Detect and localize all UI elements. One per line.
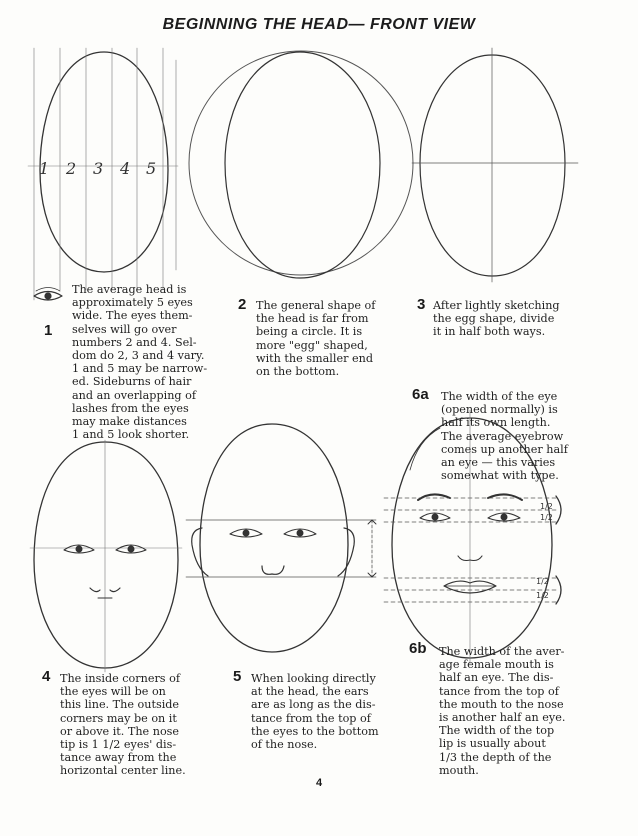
eye-icon [34,288,62,301]
fraction-eye-height: 1/2 [540,502,553,511]
caption-4-text: The inside corners of the eyes will be on this line. The outside corners may be on it or above it. The nose tip is 1 1/2 eyes' dis- tance away from the horizontal center line. [60,672,186,778]
eye-number-1: 1 [39,159,50,178]
caption-3-number: 3 [417,296,426,313]
drawing-face-ears [186,424,376,652]
page-title: BEGINNING THE HEAD— FRONT VIEW [162,16,476,33]
caption-6a-text: The width of the eye (opened normally) is half its own length. The average eyebrow comes up another half an eye — this varies somewhat with type. [441,390,568,483]
eye-number-5: 5 [146,159,157,178]
eye-number-2: 2 [66,159,77,178]
caption-6a-number: 6a [412,386,429,403]
caption-1-text: The average head is approximately 5 eyes wide. The eyes them- selves will go over numbers 2 and 4. Sel- dom do 2, 3 and 4 vary. 1 and 5 may be narrow- ed. Sideburns of hair and an overlapping of lashes from the eyes may make distances 1 and 5 look shorter. [72,283,208,442]
caption-2-number: 2 [238,296,247,313]
caption-5-text: When looking directly at the head, the ears are as long as the dis- tance from the top of the eyes to the bottom of the nose. [251,672,379,752]
page-number: 4 [315,777,323,789]
fraction-brow-height: 1/2 [540,513,553,522]
caption-4-number: 4 [42,668,51,685]
drawing-five-eyes [28,48,178,300]
eye-number-4: 4 [120,159,131,178]
drawing-circle-egg [189,51,413,278]
fraction-upper-lip: 1/2 [536,577,549,586]
caption-3-text: After lightly sketching the egg shape, divide it in half both ways. [433,299,560,339]
drawing-face-eyes-nose [30,440,182,672]
caption-1-number: 1 [44,322,53,339]
caption-6b-number: 6b [409,640,427,657]
caption-6b-text: The width of the aver- age female mouth is half an eye. The dis- tance from the top of the mouth to the nose is another half an eye. The width of the top lip is usually about 1/3 the depth of the mouth. [439,645,566,777]
caption-5-number: 5 [233,668,242,685]
fraction-lower-lip: 1/2 [536,591,549,600]
eye-number-3: 3 [93,159,104,178]
drawing-divided-egg [412,48,578,282]
caption-2-text: The general shape of the head is far from being a circle. It is more "egg" shaped, with the smaller end on the bottom. [256,299,376,379]
